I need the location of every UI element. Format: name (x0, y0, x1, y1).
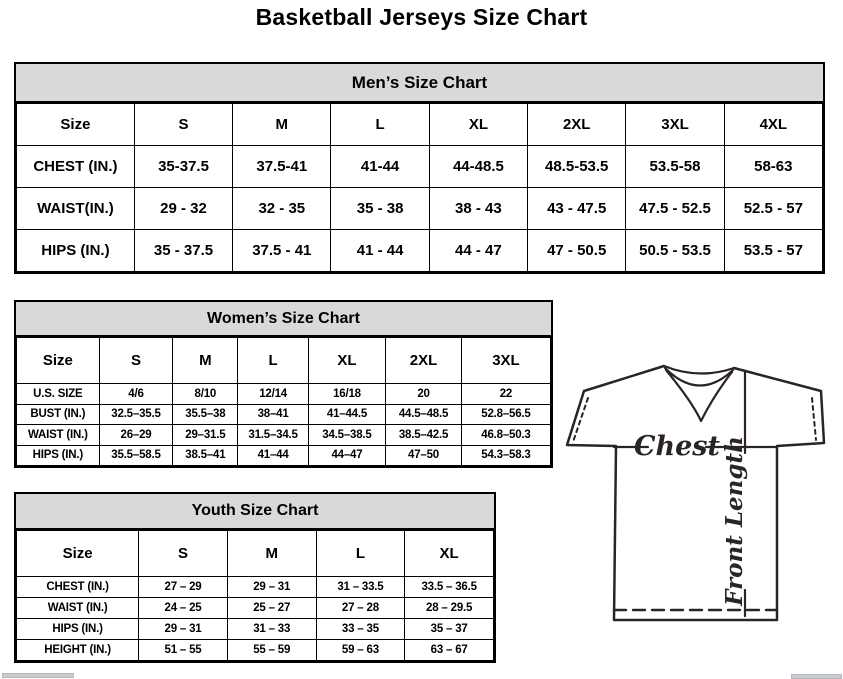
column-header-cell: XL (308, 338, 385, 384)
value-cell: 53.5-58 (626, 146, 724, 188)
table-row (17, 445, 551, 466)
sleeve-hash-right-icon (812, 398, 816, 440)
column-header-cell: XL (405, 531, 494, 577)
column-header-row (17, 338, 551, 384)
page-title: Basketball Jerseys Size Chart (255, 4, 588, 30)
value-cell: 33.5 – 36.5 (405, 577, 494, 598)
value-cell: 31 – 33 (227, 619, 316, 640)
column-header-cell: L (316, 531, 405, 577)
value-cell: 12/14 (238, 384, 308, 405)
value-cell: 27 – 29 (139, 577, 228, 598)
value-cell: 41-44 (331, 146, 429, 188)
table-row (17, 425, 551, 446)
value-cell: 41–44 (238, 445, 308, 466)
column-header-cell: S (139, 531, 228, 577)
column-header-cell: Size (17, 104, 135, 146)
value-cell: 29 – 31 (227, 577, 316, 598)
table-row (17, 640, 494, 661)
table-row (17, 146, 823, 188)
value-cell: 22 (461, 384, 550, 405)
value-cell: 38–41 (238, 404, 308, 425)
table-row (17, 404, 551, 425)
column-header-cell: 4XL (724, 104, 822, 146)
womens-size-chart-section (14, 300, 553, 468)
womens-size-table (16, 337, 551, 466)
value-cell: 38 - 43 (429, 188, 527, 230)
column-header-row (17, 531, 494, 577)
value-cell: 27 – 28 (316, 598, 405, 619)
value-cell: 35 - 38 (331, 188, 429, 230)
value-cell: 25 – 27 (227, 598, 316, 619)
horizontal-scrollbar-fragment-left[interactable] (2, 673, 74, 678)
table-row (17, 577, 494, 598)
row-label-cell: CHEST (IN.) (17, 577, 139, 598)
row-label-cell: BUST (IN.) (17, 404, 100, 425)
value-cell: 48.5-53.5 (528, 146, 626, 188)
value-cell: 29–31.5 (173, 425, 238, 446)
value-cell: 63 – 67 (405, 640, 494, 661)
value-cell: 34.5–38.5 (308, 425, 385, 446)
value-cell: 52.8–56.5 (461, 404, 550, 425)
column-header-cell: M (227, 531, 316, 577)
row-label-cell: HIPS (IN.) (17, 230, 135, 272)
value-cell: 31 – 33.5 (316, 577, 405, 598)
table-row (17, 598, 494, 619)
value-cell: 35 - 37.5 (134, 230, 232, 272)
mens-size-chart-section (14, 62, 825, 274)
value-cell: 38.5–41 (173, 445, 238, 466)
value-cell: 8/10 (173, 384, 238, 405)
value-cell: 58-63 (724, 146, 822, 188)
value-cell: 37.5 - 41 (233, 230, 331, 272)
value-cell: 4/6 (99, 384, 173, 405)
value-cell: 50.5 - 53.5 (626, 230, 724, 272)
mens-size-chart-title: Men’s Size Chart (16, 64, 823, 103)
value-cell: 47 - 50.5 (528, 230, 626, 272)
jersey-diagram-svg (556, 358, 840, 626)
row-label-cell: U.S. SIZE (17, 384, 100, 405)
value-cell: 29 - 32 (134, 188, 232, 230)
column-header-cell: S (134, 104, 232, 146)
value-cell: 33 – 35 (316, 619, 405, 640)
collar-back-curve (664, 366, 734, 374)
horizontal-scrollbar-fragment-right[interactable] (791, 674, 842, 679)
value-cell: 44 - 47 (429, 230, 527, 272)
row-label-cell: HEIGHT (IN.) (17, 640, 139, 661)
womens-size-chart-title: Women’s Size Chart (16, 302, 551, 337)
value-cell: 53.5 - 57 (724, 230, 822, 272)
value-cell: 20 (386, 384, 462, 405)
youth-size-chart-title: Youth Size Chart (16, 494, 494, 530)
jersey-outline (567, 366, 824, 620)
table-row (17, 188, 823, 230)
value-cell: 35.5–58.5 (99, 445, 173, 466)
column-header-cell: 2XL (528, 104, 626, 146)
value-cell: 54.3–58.3 (461, 445, 550, 466)
youth-size-chart-section (14, 492, 496, 663)
value-cell: 37.5-41 (233, 146, 331, 188)
row-label-cell: WAIST (IN.) (17, 425, 100, 446)
row-label-cell: HIPS (IN.) (17, 445, 100, 466)
value-cell: 16/18 (308, 384, 385, 405)
value-cell: 41 - 44 (331, 230, 429, 272)
front-length-label: Front Length (721, 436, 748, 606)
chest-label: Chest (634, 431, 720, 462)
value-cell: 51 – 55 (139, 640, 228, 661)
value-cell: 55 – 59 (227, 640, 316, 661)
value-cell: 35.5–38 (173, 404, 238, 425)
value-cell: 28 – 29.5 (405, 598, 494, 619)
row-label-cell: HIPS (IN.) (17, 619, 139, 640)
table-row (17, 619, 494, 640)
column-header-cell: S (99, 338, 173, 384)
column-header-cell: M (233, 104, 331, 146)
value-cell: 46.8–50.3 (461, 425, 550, 446)
value-cell: 41–44.5 (308, 404, 385, 425)
youth-size-table (16, 530, 494, 661)
column-header-cell: L (331, 104, 429, 146)
value-cell: 26–29 (99, 425, 173, 446)
value-cell: 44–47 (308, 445, 385, 466)
value-cell: 32.5–35.5 (99, 404, 173, 425)
value-cell: 44.5–48.5 (386, 404, 462, 425)
table-row (17, 384, 551, 405)
column-header-cell: 3XL (626, 104, 724, 146)
column-header-cell: Size (17, 338, 100, 384)
column-header-cell: M (173, 338, 238, 384)
column-header-cell: 3XL (461, 338, 550, 384)
column-header-cell: L (238, 338, 308, 384)
value-cell: 47.5 - 52.5 (626, 188, 724, 230)
row-label-cell: WAIST (IN.) (17, 598, 139, 619)
value-cell: 35 – 37 (405, 619, 494, 640)
column-header-cell: XL (429, 104, 527, 146)
value-cell: 29 – 31 (139, 619, 228, 640)
mens-size-table (16, 103, 823, 272)
value-cell: 35-37.5 (134, 146, 232, 188)
column-header-cell: 2XL (386, 338, 462, 384)
value-cell: 32 - 35 (233, 188, 331, 230)
value-cell: 31.5–34.5 (238, 425, 308, 446)
value-cell: 52.5 - 57 (724, 188, 822, 230)
column-header-cell: Size (17, 531, 139, 577)
value-cell: 38.5–42.5 (386, 425, 462, 446)
jersey-measurement-diagram (556, 358, 840, 626)
value-cell: 47–50 (386, 445, 462, 466)
table-row (17, 230, 823, 272)
value-cell: 44-48.5 (429, 146, 527, 188)
value-cell: 24 – 25 (139, 598, 228, 619)
column-header-row (17, 104, 823, 146)
row-label-cell: CHEST (IN.) (17, 146, 135, 188)
value-cell: 59 – 63 (316, 640, 405, 661)
value-cell: 43 - 47.5 (528, 188, 626, 230)
row-label-cell: WAIST(IN.) (17, 188, 135, 230)
